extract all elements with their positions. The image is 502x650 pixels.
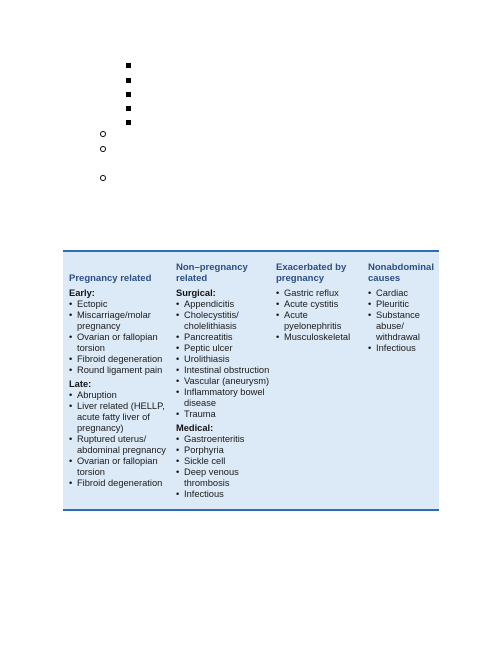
- item-list: [176, 434, 270, 500]
- item-list: [69, 390, 170, 489]
- list-item: • Musculoskeletal: [276, 332, 362, 343]
- section-label: Surgical:: [176, 288, 216, 298]
- list-item: • Liver related (HELLP, acute fatty liver of pregnancy): [69, 401, 170, 434]
- list-bullet: [126, 106, 131, 111]
- list-item: • Abruption: [69, 390, 170, 401]
- list-item: • Peptic ulcer: [176, 343, 270, 354]
- list-item: • Urolithiasis: [176, 354, 270, 365]
- causes-table: [63, 250, 439, 511]
- list-item: • Ectopic: [69, 299, 170, 310]
- list-item: • Ovarian or fallopian torsion: [69, 456, 170, 478]
- column-header: Pregnancy related: [69, 273, 152, 284]
- list-item: • Inflammatory bowel disease: [176, 387, 270, 409]
- list-item: • Intestinal obstruction: [176, 365, 270, 376]
- column-header: Nonabdominal causes: [368, 262, 434, 284]
- column-header: Exacerbated by pregnancy: [276, 262, 347, 284]
- list-bullet: [126, 78, 131, 83]
- list-item: • Trauma: [176, 409, 270, 420]
- list-item: • Round ligament pain: [69, 365, 170, 376]
- list-item: • Ovarian or fallopian torsion: [69, 332, 170, 354]
- table-bottom-rule: [63, 509, 439, 511]
- column-nonabdominal-causes: [362, 260, 439, 503]
- list-item: • Deep venous thrombosis: [176, 467, 270, 489]
- item-list: [368, 288, 439, 354]
- list-item: • Fibroid degeneration: [69, 354, 170, 365]
- list-item: • Acute cystitis: [276, 299, 362, 310]
- list-item: • Pleuritic: [368, 299, 439, 310]
- list-item: • Infectious: [176, 489, 270, 500]
- item-list: [276, 288, 362, 343]
- list-item: • Porphyria: [176, 445, 270, 456]
- list-item: • Appendicitis: [176, 299, 270, 310]
- item-list: [69, 299, 170, 376]
- list-item: • Gastroenteritis: [176, 434, 270, 445]
- list-bullet: [100, 131, 106, 137]
- list-item: • Fibroid degeneration: [69, 478, 170, 489]
- list-item: • Sickle cell: [176, 456, 270, 467]
- list-bullet: [126, 92, 131, 97]
- list-item: • Gastric reflux: [276, 288, 362, 299]
- list-item: • Pancreatitis: [176, 332, 270, 343]
- list-bullet: [100, 146, 106, 152]
- column-pregnancy-related: [63, 260, 170, 503]
- list-item: • Cardiac: [368, 288, 439, 299]
- section-label: Medical:: [176, 423, 214, 433]
- list-item: • Acute pyelonephritis: [276, 310, 362, 332]
- list-item: • Substance abuse/ withdrawal: [368, 310, 439, 343]
- section-label: Late:: [69, 379, 92, 389]
- list-bullet: [126, 120, 131, 125]
- list-bullet: [126, 63, 131, 68]
- item-list: [176, 299, 270, 420]
- list-item: • Vascular (aneurysm): [176, 376, 270, 387]
- list-bullet: [100, 175, 106, 181]
- column-exacerbated-by-pregnancy: [270, 260, 362, 503]
- list-item: • Miscarriage/molar pregnancy: [69, 310, 170, 332]
- list-item: • Cholecystitis/ cholelithiasis: [176, 310, 270, 332]
- section-label: Early:: [69, 288, 95, 298]
- list-item: • Infectious: [368, 343, 439, 354]
- table-body: [63, 252, 439, 509]
- column-header: Non–pregnancy related: [176, 262, 248, 284]
- list-item: • Ruptured uterus/ abdominal pregnancy: [69, 434, 170, 456]
- column-non-pregnancy-related: [170, 260, 270, 503]
